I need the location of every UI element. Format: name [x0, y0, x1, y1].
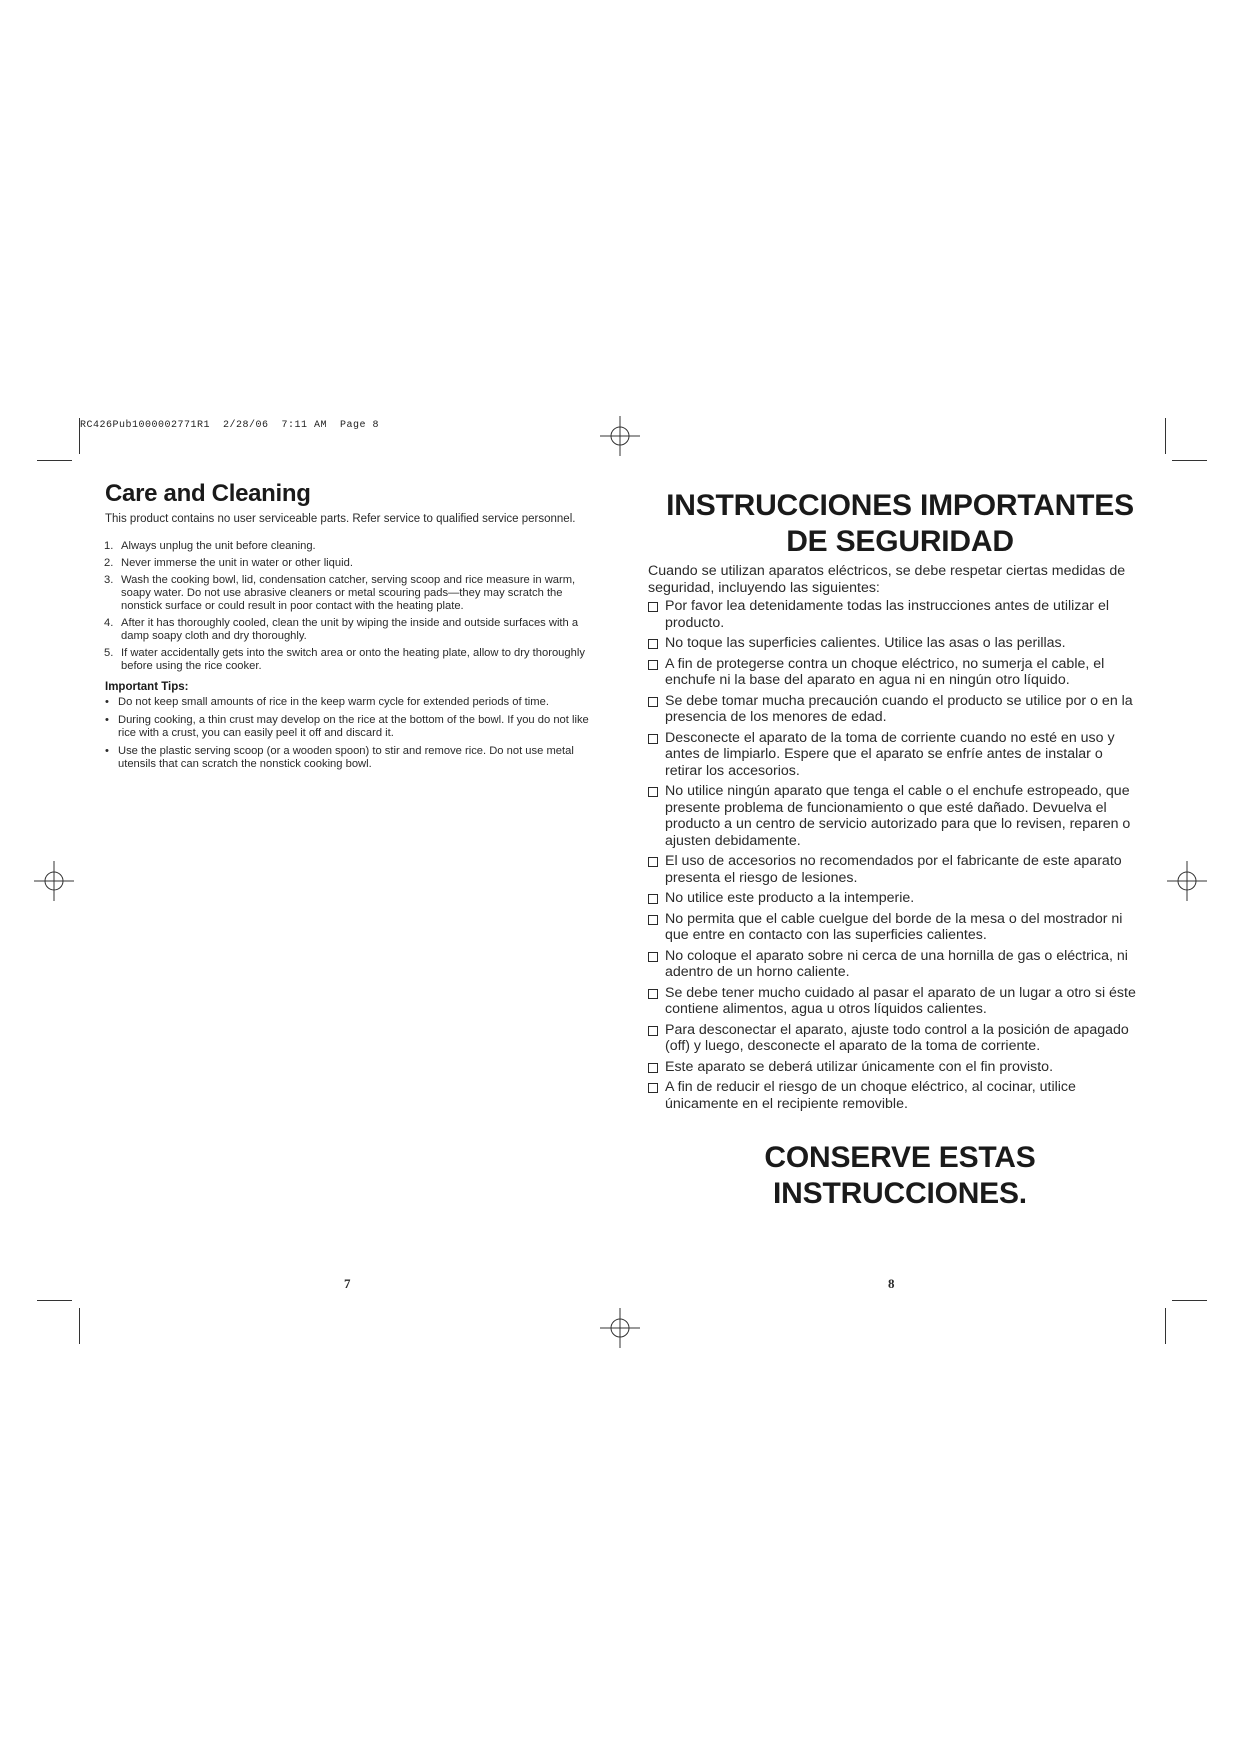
safety-intro-text: Cuando se utilizan aparatos eléctricos, se debe respetar ciertas medidas de seguridad, incluyendo las siguientes: — [648, 563, 1126, 596]
list-item: Desconecte el aparato de la toma de corriente cuando no esté en uso y antes de limpiarlo. Espere que el aparato se enfríe antes de instalar o retirar los accesorios. — [647, 730, 1142, 780]
list-item: • During cooking, a thin crust may develop on the rice at the bottom of the bowl. If you do not like rice with a crust, you can easily peel it off and discard it. — [105, 714, 589, 739]
crop-mark-bottom-right-horizontal — [1172, 1300, 1207, 1301]
crop-mark-top-left-vertical — [79, 418, 80, 454]
list-item: • Use the plastic serving scoop (or a wooden spoon) to stir and remove rice. Do not use metal utensils that can scratch the nonstick cooking bowl. — [105, 745, 574, 770]
registration-mark-right-icon — [1167, 861, 1207, 901]
list-item: Se debe tener mucho cuidado al pasar el aparato de un lugar a otro si éste contiene alimentos, agua u otros líquidos calientes. — [647, 985, 1142, 1018]
title-line-1: INSTRUCCIONES IMPORTANTES — [666, 489, 1134, 522]
page-number-right: 8 — [888, 1276, 895, 1291]
checkbox-square-icon — [648, 602, 658, 612]
list-item: 1. Always unplug the unit before cleaning. — [104, 540, 316, 552]
checkbox-square-icon — [648, 857, 658, 867]
list-item: A fin de protegerse contra un choque eléctrico, no sumerja el cable, el enchufe ni la base del aparato en agua ni en ningún otro líquido. — [647, 656, 1142, 689]
bullet-icon: • — [105, 696, 109, 708]
checkbox-square-icon — [648, 697, 658, 707]
important-tips-list — [104, 696, 598, 776]
checkbox-square-icon — [648, 639, 658, 649]
registration-mark-bottom-icon — [600, 1308, 640, 1348]
important-tips-heading: Important Tips: — [105, 681, 189, 693]
checkbox-square-icon — [648, 915, 658, 925]
save-instructions-heading — [640, 1140, 1160, 1212]
checkbox-square-icon — [648, 734, 658, 744]
list-item: Se debe tomar mucha precaución cuando el producto se utilice por o en la presencia de los menores de edad. — [647, 693, 1142, 726]
crop-mark-bottom-left-horizontal — [37, 1300, 72, 1301]
title-line-2: DE SEGURIDAD — [786, 525, 1014, 558]
safety-items-list — [647, 598, 1142, 1116]
list-item: Para desconectar el aparato, ajuste todo control a la posición de apagado (off) y luego, desconecte el aparato de la toma de corriente. — [647, 1022, 1142, 1055]
checkbox-square-icon — [648, 952, 658, 962]
list-item: • Do not keep small amounts of rice in the keep warm cycle for extended periods of time. — [105, 696, 549, 708]
crop-mark-bottom-left-vertical — [79, 1308, 80, 1344]
bullet-icon: • — [105, 745, 109, 757]
list-item: No coloque el aparato sobre ni cerca de una hornilla de gas o eléctrica, ni adentro de un horno caliente. — [647, 948, 1142, 981]
crop-mark-top-left-horizontal — [37, 460, 72, 461]
registration-mark-top-icon — [600, 416, 640, 456]
checkbox-square-icon — [648, 1063, 658, 1073]
list-item: Este aparato se deberá utilizar únicamente con el fin provisto. — [647, 1059, 1142, 1076]
checkbox-square-icon — [648, 894, 658, 904]
care-and-cleaning-title: Care and Cleaning — [105, 480, 311, 507]
list-item: 2. Never immerse the unit in water or other liquid. — [104, 557, 353, 569]
checkbox-square-icon — [648, 1083, 658, 1093]
print-slug: RC426Pub1000002771R1 2/28/06 7:11 AM Page 8 — [80, 420, 380, 431]
list-item: 5. If water accidentally gets into the switch area or onto the heating plate, allow to dry thoroughly before using the rice cooker. — [104, 647, 585, 672]
list-item: El uso de accesorios no recomendados por el fabricante de este aparato presenta el riesgo de lesiones. — [647, 853, 1142, 886]
list-item: Por favor lea detenidamente todas las instrucciones antes de utilizar el producto. — [647, 598, 1142, 631]
care-steps-list — [104, 540, 596, 677]
safety-instructions-title — [640, 488, 1160, 560]
crop-mark-bottom-right-vertical — [1165, 1308, 1166, 1344]
registration-mark-left-icon — [34, 861, 74, 901]
crop-mark-top-right-vertical — [1165, 418, 1166, 454]
care-intro-text: This product contains no user serviceable parts. Refer service to qualified service personnel. — [105, 513, 576, 525]
bullet-icon: • — [105, 714, 109, 726]
checkbox-square-icon — [648, 787, 658, 797]
list-item: No toque las superficies calientes. Utilice las asas o las perillas. — [647, 635, 1142, 652]
crop-mark-top-right-horizontal — [1172, 460, 1207, 461]
checkbox-square-icon — [648, 1026, 658, 1036]
checkbox-square-icon — [648, 989, 658, 999]
list-item: 3. Wash the cooking bowl, lid, condensation catcher, serving scoop and rice measure in warm, soapy water. Do not use abrasive cleaners or metal scouring pads—they may scratch the nonstick surface or could result in poor contact with the heating plate. — [104, 574, 576, 612]
list-item: 4. After it has thoroughly cooled, clean the unit by wiping the inside and outside surfaces with a damp soapy cloth and dry thoroughly. — [104, 617, 579, 642]
list-item: No utilice este producto a la intemperie. — [647, 890, 1142, 907]
page-number-left: 7 — [344, 1276, 351, 1291]
closing-line-2: INSTRUCCIONES. — [773, 1177, 1027, 1210]
checkbox-square-icon — [648, 660, 658, 670]
list-item: No utilice ningún aparato que tenga el cable o el enchufe estropeado, que presente problema de funcionamiento o que esté dañado. Devuelva el producto a un centro de servicio autorizado para que lo revisen, reparen o ajusten debidamente. — [647, 783, 1142, 849]
list-item: A fin de reducir el riesgo de un choque eléctrico, al cocinar, utilice únicamente en el recipiente removible. — [647, 1079, 1142, 1112]
closing-line-1: CONSERVE ESTAS — [764, 1141, 1036, 1174]
list-item: No permita que el cable cuelgue del borde de la mesa o del mostrador ni que entre en contacto con las superficies calientes. — [647, 911, 1142, 944]
